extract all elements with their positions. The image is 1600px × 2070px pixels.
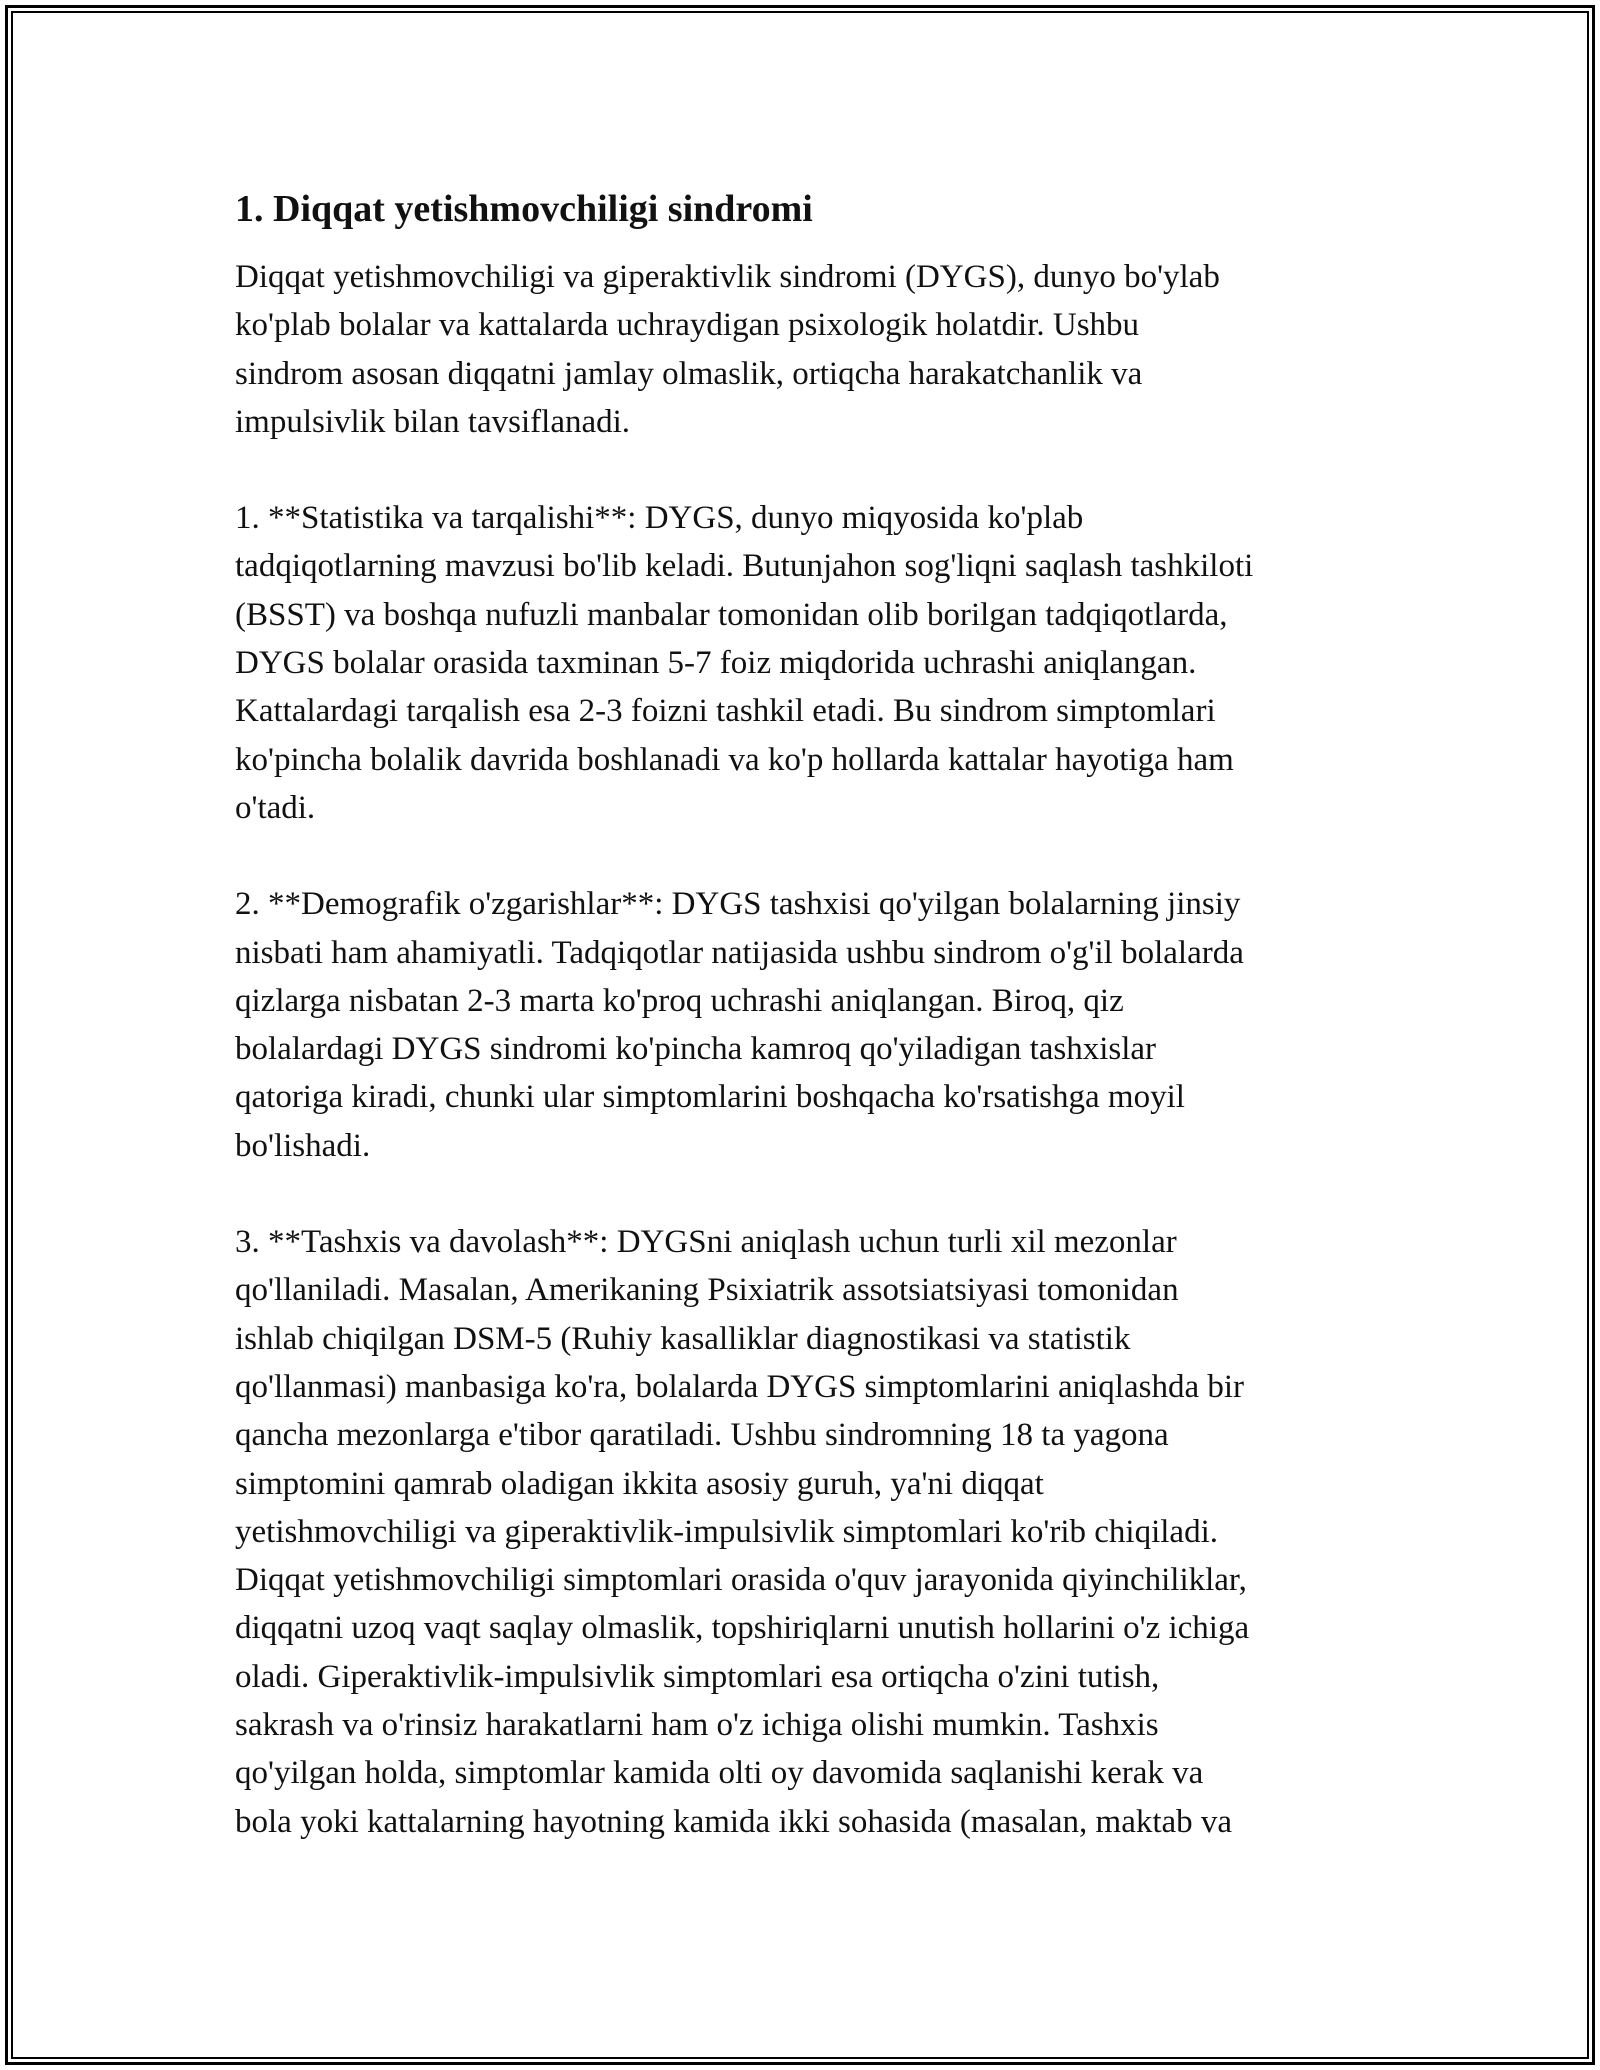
document-body (235, 185, 1375, 1894)
intro-paragraph: Diqqat yetishmovchiligi va giperaktivlik sindromi (DYGS), dunyo bo'ylab ko'plab bolalar va kattalarda uchraydigan psixologik holatdir. Ushbu sindrom asosan diqqatni jamlay olmaslik, ortiqcha harakatchanlik va impulsivlik bilan tavsiflanadi. (235, 259, 1220, 440)
demographics-paragraph: 2. **Demografik o'zgarishlar**: DYGS tashxisi qo'yilgan bolalarning jinsiy nisbati ham ahamiyatli. Tadqiqotlar natijasida ushbu sindrom o'g'il bolalarda qizlarga nisbatan 2-3 marta ko'proq uchrashi aniqlangan. Biroq, qiz bolalardagi DYGS sindromi ko'pincha kamroq qo'yiladigan tashxislar qatoriga kiradi, chunki ular simptomlarini boshqacha ko'rsatishga moyil bo'lishadi. (235, 886, 1244, 1164)
diagnosis-paragraph: 3. **Tashxis va davolash**: DYGSni aniqlash uchun turli xil mezonlar qo'llaniladi. Masalan, Amerikaning Psixiatrik assotsiatsiyasi tomonidan ishlab chiqilgan DSM-5 (Ruhiy kasalliklar diagnostikasi va statistik qo'llanmasi) manbasiga ko'ra, bolalarda DYGS simptomlarini aniqlashda bir qancha mezonlarga e'tibor qaratiladi. Ushbu sindromning 18 ta yagona simptomini qamrab oladigan ikkita asosiy guruh, ya'ni diqqat yetishmovchiligi va giperaktivlik-impulsivlik simptomlari ko'rib chiqiladi. Diqqat yetishmovchiligi simptomlari orasida o'quv jarayonida qiyinchiliklar, diqqatni uzoq vaqt saqlay olmaslik, topshiriqlarni unutish hollarini o'z ichiga oladi. Giperaktivlik-impulsivlik simptomlari esa ortiqcha o'zini tutish, sakrash va o'rinsiz harakatlarni ham o'z ichiga olishi mumkin. Tashxis qo'yilgan holda, simptomlar kamida olti oy davomida saqlanishi kerak va bola yoki kattalarning hayotning kamida ikki sohasida (masalan, maktab va (235, 1224, 1250, 1840)
section-title: 1. Diqqat yetishmovchiligi sindromi (235, 188, 813, 230)
statistics-paragraph: 1. **Statistika va tarqalishi**: DYGS, dunyo miqyosida ko'plab tadqiqotlarning mavzusi bo'lib keladi. Butunjahon sog'liqni saqlash tashkiloti (BSST) va boshqa nufuzli manbalar tomonidan olib borilgan tadqiqotlarda, DYGS bolalar orasida taxminan 5-7 foiz miqdorida uchrashi aniqlangan. Kattalardagi tarqalish esa 2-3 foizni tashkil etadi. Bu sindrom simptomlari ko'pincha bolalik davrida boshlanadi va ko'p hollarda kattalar hayotiga ham o'tadi. (235, 500, 1254, 826)
